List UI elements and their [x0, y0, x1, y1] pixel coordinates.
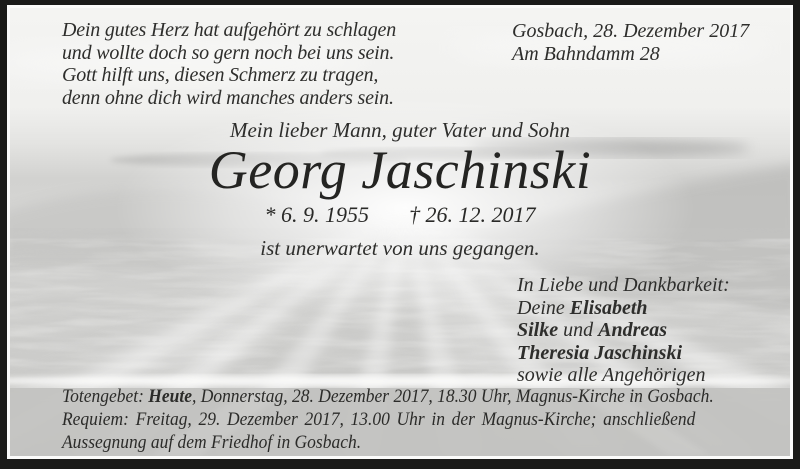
service-text: , Donnerstag, 28. Dezember 2017, 18.30 Uhr, Magnus-Kirche in Gosbach. [191, 386, 714, 407]
mourner-line [517, 319, 730, 342]
death-date: † 26. 12. 2017 [409, 202, 536, 227]
mourner-line [517, 342, 730, 365]
birth-date: * 6. 9. 1955 [264, 202, 369, 227]
poem-line: Gott hilft uns, diesen Schmerz zu tragen, [62, 64, 379, 86]
mourner-name: Silke [517, 319, 559, 341]
mourners-block [517, 274, 730, 387]
place-date: Gosbach, 28. Dezember 2017 [512, 20, 750, 42]
address: Am Bahndamm 28 [512, 43, 660, 65]
passing-line: ist unerwartet von uns gegangen. [260, 236, 540, 260]
service-info [62, 385, 770, 454]
poem-line: Dein gutes Herz hat aufgehört zu schlagen [62, 19, 396, 41]
mourner-text: und [558, 319, 599, 341]
life-dates [10, 202, 790, 228]
poem-line: und wollte doch so gern noch bei uns sein. [62, 41, 395, 64]
service-emphasis: Heute [148, 386, 192, 407]
mourner-name: Elisabeth [569, 296, 648, 319]
dateline [512, 20, 749, 66]
poem-line: denn ohne dich wird manches anders sein. [62, 86, 394, 109]
poem [62, 19, 396, 109]
mourner-line: sowie alle Angehörigen [517, 364, 706, 386]
aussegnung-line: Aussegnung auf dem Friedhof in Gosbach. [62, 432, 362, 453]
mourner-line [517, 297, 730, 320]
mourner-name: Andreas [598, 319, 668, 341]
relation-line: Mein lieber Mann, guter Vater und Sohn [229, 118, 571, 142]
requiem-line: Requiem: Freitag, 29. Dezember 2017, 13.00 Uhr in der Magnus-Kirche; anschließend [62, 409, 696, 430]
obituary-text-layer [10, 8, 790, 456]
service-label: Totengebet: [62, 386, 149, 407]
mourner-text: Deine [517, 296, 570, 319]
obituary-card [7, 5, 793, 459]
mourner-name: Theresia Jaschinski [517, 341, 683, 364]
mourners-heading: In Liebe und Dankbarkeit: [517, 274, 730, 296]
totengebet-line [62, 385, 714, 408]
deceased-name: Georg Jaschinski [208, 140, 592, 200]
